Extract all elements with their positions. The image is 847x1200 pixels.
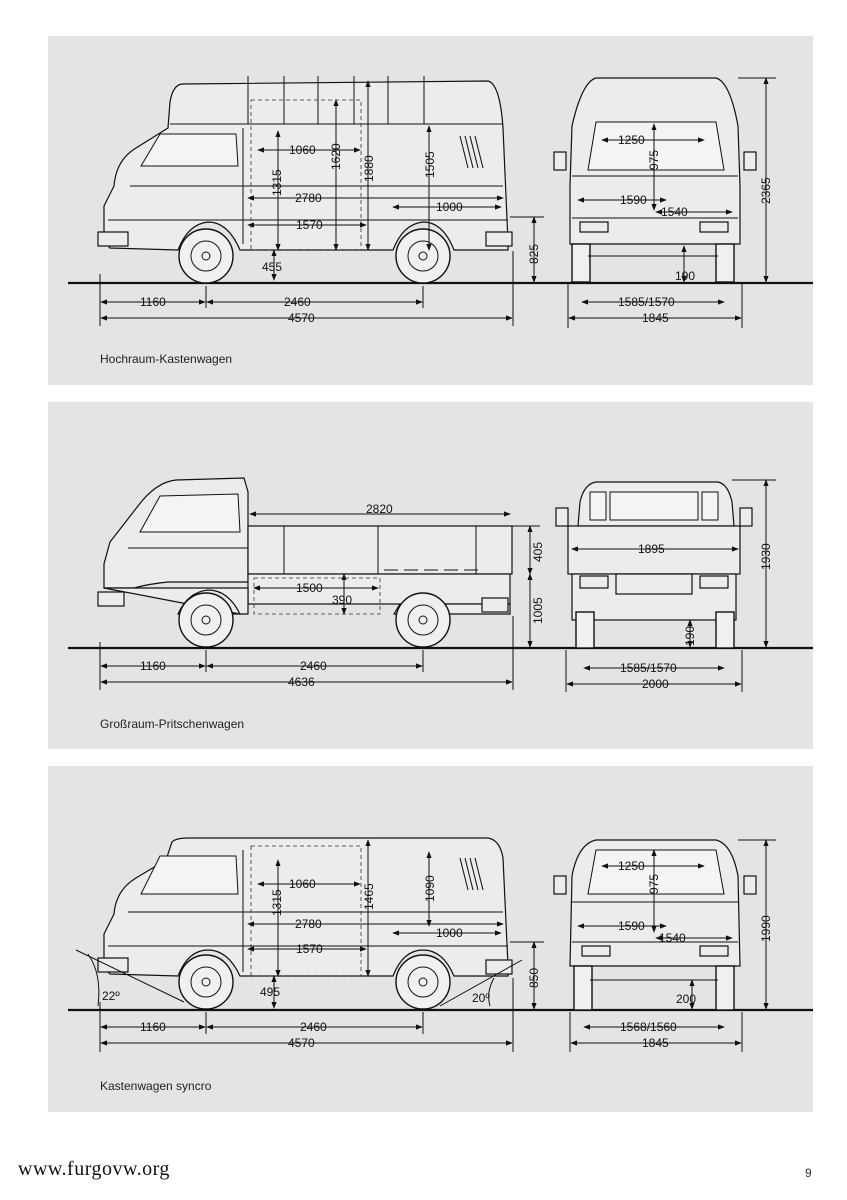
page-number: 9 [805,1166,812,1180]
dim-1540: 1540 [659,931,686,945]
dim-495: 495 [260,985,281,999]
dim-1585-1570: 1585/1570 [620,661,677,675]
dim-190: 190 [675,269,696,283]
dim-1315: 1315 [270,169,284,196]
dim-975: 975 [647,149,661,170]
dim-1845: 1845 [642,311,669,325]
dim-405: 405 [531,541,545,562]
dim-2460: 2460 [300,1020,327,1034]
dim-1000: 1000 [436,926,463,940]
angle-22: 22º [102,989,120,1003]
dim-2460: 2460 [300,659,327,673]
dim-1505: 1505 [423,151,437,178]
pickup-rear-view [556,482,752,648]
pickup-side-view [98,478,512,647]
dim-1090: 1090 [423,875,437,902]
dim-1160: 1160 [140,295,166,309]
dim-1160: 1160 [140,659,166,673]
dim-1990: 1990 [759,915,773,942]
dim-1500: 1500 [296,581,323,595]
angle-20: 20º [472,991,490,1005]
dim-1570: 1570 [296,942,323,956]
dim-2780: 2780 [295,191,322,205]
van-rear-view [554,78,756,282]
dim-4570: 4570 [288,311,315,325]
caption-hochraum: Hochraum-Kastenwagen [100,352,233,366]
dim-390: 390 [332,593,353,607]
caption-syncro: Kastenwagen syncro [100,1079,212,1093]
dim-1060: 1060 [289,877,316,891]
dim-190: 190 [683,625,697,646]
dim-455: 455 [262,260,283,274]
dim-2000: 2000 [642,677,669,691]
dim-1620: 1620 [329,143,343,170]
caption-pritschenwagen: Großraum-Pritschenwagen [100,717,245,731]
dim-975: 975 [647,873,661,894]
diagram-syncro [48,766,813,1112]
dim-4636: 4636 [288,675,315,689]
dim-1930: 1930 [759,543,773,570]
dim-1540: 1540 [661,205,688,219]
panel-hochraum-kastenwagen [48,36,813,385]
panel-kastenwagen-syncro [48,766,813,1112]
dim-1590: 1590 [618,919,645,933]
dim-1590: 1590 [620,193,647,207]
dim-1585-1570: 1585/1570 [618,295,675,309]
dim-1845: 1845 [642,1036,669,1050]
dim-2780: 2780 [295,917,322,931]
diagram-pritschenwagen [48,402,813,749]
dim-2365: 2365 [759,177,773,204]
dim-850: 850 [527,967,541,988]
site-watermark: www.furgovw.org [18,1158,170,1180]
dim-1880: 1880 [362,155,376,182]
dim-1465: 1465 [362,883,376,910]
dim-1160: 1160 [140,1020,166,1034]
dim-1005: 1005 [531,597,545,624]
panel-grossraum-pritschenwagen [48,402,813,749]
dim-200: 200 [676,992,697,1006]
dim-1315: 1315 [270,889,284,916]
dim-1250: 1250 [618,133,645,147]
dim-1570: 1570 [296,218,323,232]
dim-1060: 1060 [289,143,316,157]
dim-1000: 1000 [436,200,463,214]
dim-2460: 2460 [284,295,311,309]
dim-1250: 1250 [618,859,645,873]
dim-1568-1560: 1568/1560 [620,1020,677,1034]
diagram-hochraum [48,36,813,385]
van-side-view [98,76,512,283]
dim-2820: 2820 [366,502,393,516]
dim-4570: 4570 [288,1036,315,1050]
dim-825: 825 [527,243,541,264]
dim-1895: 1895 [638,542,665,556]
